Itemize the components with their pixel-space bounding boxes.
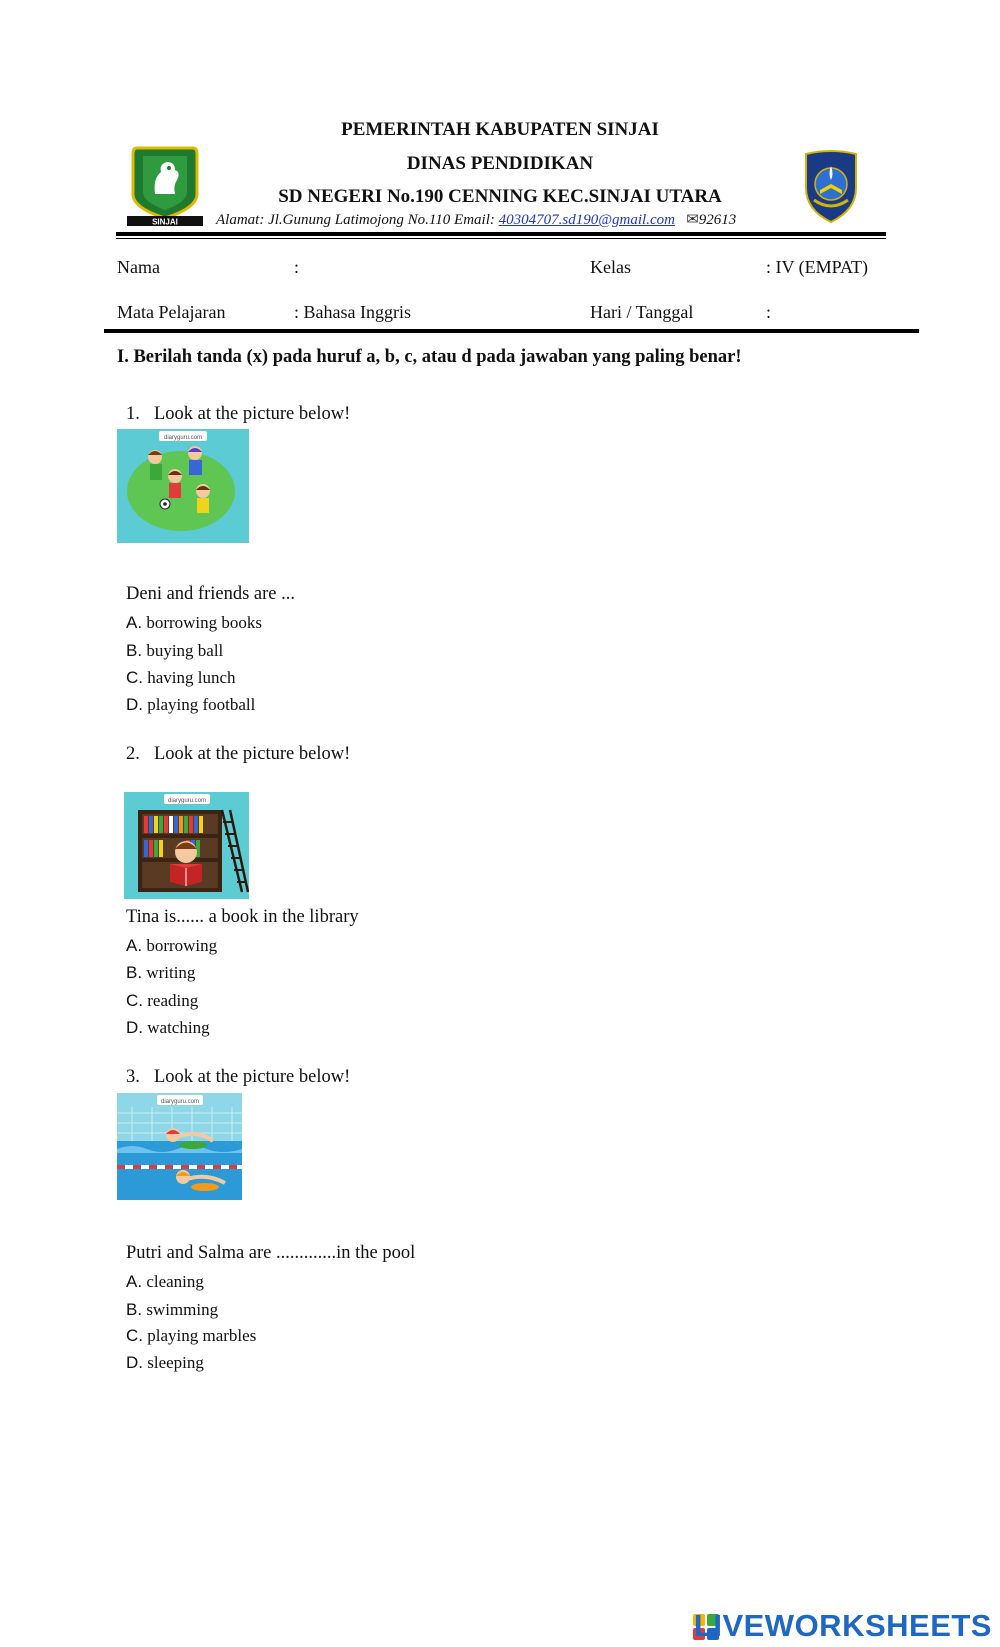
question-prompt: Look at the picture below! — [154, 744, 351, 764]
date-label: Hari / Tanggal — [590, 302, 694, 322]
option-text: writing — [146, 963, 196, 982]
option-letter: D. — [126, 1353, 143, 1372]
picture-caption: diaryguru.com — [167, 798, 207, 804]
option-text: sleeping — [147, 1353, 204, 1372]
class-value: : IV (EMPAT) — [766, 257, 869, 277]
option-letter: B. — [126, 963, 143, 982]
question-2-option-b[interactable] — [126, 963, 195, 983]
liveworksheets-brand[interactable]: LIVEWORKSHEETS — [693, 1608, 992, 1643]
picture-caption: diaryguru.com — [163, 435, 203, 441]
date-field[interactable]: : — [766, 302, 772, 322]
option-letter: B. — [126, 1300, 143, 1319]
header-address — [216, 210, 736, 229]
option-text: swimming — [146, 1300, 219, 1319]
option-letter: A. — [126, 613, 143, 632]
envelope-icon: ✉ — [686, 212, 699, 228]
info-rule — [104, 329, 919, 333]
option-text: watching — [147, 1018, 210, 1037]
question-number: 1. — [126, 404, 140, 424]
question-1-stem: Deni and friends are ... — [126, 584, 296, 604]
name-label: Nama — [117, 257, 160, 277]
question-3-option-b[interactable] — [126, 1300, 218, 1320]
question-3-option-c[interactable] — [126, 1326, 256, 1346]
question-prompt: Look at the picture below! — [154, 404, 351, 424]
header-school-name: SD NEGERI No.190 CENNING KEC.SINJAI UTARA — [278, 186, 722, 207]
option-text: playing football — [147, 695, 256, 714]
question-3-prompt — [126, 1067, 350, 1088]
question-2-prompt — [126, 744, 350, 765]
question-1-option-b[interactable] — [126, 641, 223, 661]
option-text: reading — [147, 991, 199, 1010]
option-text: borrowing — [146, 936, 218, 955]
class-label: Kelas — [590, 257, 631, 277]
option-text: playing marbles — [147, 1326, 257, 1345]
question-2-option-c[interactable] — [126, 991, 198, 1011]
question-1-option-a[interactable] — [126, 613, 262, 633]
option-text: cleaning — [146, 1272, 204, 1291]
question-2-picture — [124, 792, 249, 899]
option-letter: A. — [126, 936, 143, 955]
question-1-option-c[interactable] — [126, 668, 236, 688]
email-link[interactable]: 40304707.sd190@gmail.com — [498, 212, 675, 228]
question-number: 3. — [126, 1067, 140, 1087]
option-letter: D. — [126, 1018, 143, 1037]
option-letter: C. — [126, 668, 143, 687]
option-letter: D. — [126, 695, 143, 714]
picture-caption: diaryguru.com — [160, 1099, 200, 1105]
address-text: Alamat: Jl.Gunung Latimojong No.110 Email: — [216, 212, 499, 228]
question-3-picture — [117, 1093, 242, 1200]
svg-text:SINJAI: SINJAI — [152, 217, 178, 227]
question-3-option-d[interactable] — [126, 1353, 204, 1373]
question-2-option-d[interactable] — [126, 1018, 210, 1038]
name-field[interactable]: : — [294, 257, 300, 277]
option-text: buying ball — [146, 641, 224, 660]
option-letter: B. — [126, 641, 143, 660]
question-1-picture — [117, 429, 249, 543]
question-number: 2. — [126, 744, 140, 764]
subject-label: Mata Pelajaran — [117, 302, 226, 322]
library-picture-icon — [124, 792, 249, 899]
instruction-text: I. Berilah tanda (x) pada huruf a, b, c, atau d pada jawaban yang paling benar! — [117, 347, 742, 367]
swimming-picture-icon — [117, 1093, 242, 1200]
question-prompt: Look at the picture below! — [154, 1067, 351, 1087]
letterhead-rule-thick — [116, 232, 886, 236]
question-3-option-a[interactable] — [126, 1272, 204, 1292]
question-1-option-d[interactable] — [126, 695, 255, 715]
football-picture-icon — [117, 429, 249, 543]
subject-value: : Bahasa Inggris — [294, 302, 411, 322]
header-government: PEMERINTAH KABUPATEN SINJAI — [341, 119, 659, 140]
question-2-stem: Tina is...... a book in the library — [126, 907, 359, 927]
question-1-prompt — [126, 404, 350, 425]
option-letter: C. — [126, 991, 143, 1010]
postal-code: 92613 — [698, 212, 737, 228]
question-3-stem: Putri and Salma are .............in the pool — [126, 1243, 416, 1263]
option-text: borrowing books — [146, 613, 263, 632]
letterhead-rule-thin — [116, 238, 886, 239]
option-text: having lunch — [147, 668, 236, 687]
header-department: DINAS PENDIDIKAN — [406, 153, 594, 174]
option-letter: A. — [126, 1272, 143, 1291]
question-2-option-a[interactable] — [126, 936, 217, 956]
option-letter: C. — [126, 1326, 143, 1345]
